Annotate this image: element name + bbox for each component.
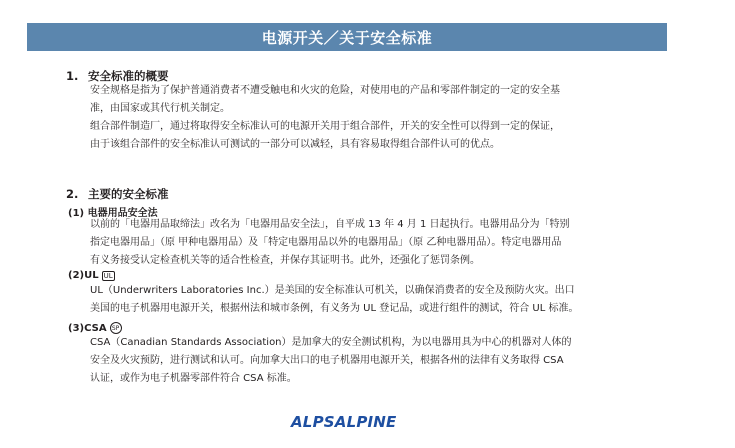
subsection-heading-csa <box>68 322 122 334</box>
section-number: 2. <box>66 187 79 201</box>
subsection-title: (1) 电器用品安全法 <box>68 208 158 219</box>
paragraph-line: 准，由国家或其代行机关制定。 <box>90 103 230 114</box>
section-overview-body <box>90 82 650 154</box>
title-banner <box>27 23 667 51</box>
csa-mark-icon: SP <box>110 322 122 334</box>
subsection-title: (2)UL <box>68 270 99 281</box>
paragraph-line: 以前的「电器用品取缔法」改名为「电器用品安全法」，自平成 13 年 4 月 1 日起执行。电器用品分为「特别 <box>90 219 570 230</box>
section-title: 主要的安全标准 <box>88 187 169 201</box>
paragraph-line: 组合部件制造厂，通过将取得安全标准认可的电源开关用于组合部件，开关的安全性可以得到一定的保证， <box>90 121 560 132</box>
subsection-title: (3)CSA <box>68 322 107 334</box>
paragraph-line: 安全规格是指为了保护普通消费者不遭受触电和火灾的危险，对使用电的产品和零部件制定的一定的安全基 <box>90 85 560 96</box>
section-heading-standards <box>66 186 169 202</box>
paragraph-line: 安全及火灾预防，进行测试和认可。向加拿大出口的电子机器用电源开关，根据各州的法律有义务取得 CSA <box>90 355 564 366</box>
section-title: 安全标准的概要 <box>88 69 169 83</box>
paragraph-line: 美国的电子机器用电源开关，根据州法和城市条例，有义务为 UL 登记品，或进行组件的测试，符合 UL 标准。 <box>90 303 579 314</box>
paragraph-line: CSA（Canadian Standards Association）是加拿大的安全测试机构，为以电器用具为中心的机器对人体的 <box>90 337 572 348</box>
paragraph-line: 有义务接受认定检查机关等的适合性检查，并保存其证明书。此外，还强化了惩罚条例。 <box>90 255 480 266</box>
paragraph-line: 由于该组合部件的安全标准认可测试的一部分可以减轻，具有容易取得组合部件认可的优点。 <box>90 139 500 150</box>
paragraph-line: UL（Underwriters Laboratories Inc.）是美国的安全标准认可机关，以确保消费者的安全及预防火灾。出口 <box>90 285 575 296</box>
subsection-csa-body <box>90 334 650 388</box>
section-number: 1. <box>66 69 79 83</box>
paragraph-line: 指定电器用品」（原 甲种电器用品）及「特定电器用品以外的电器用品」（原 乙种电器用品）。特定电器用品 <box>90 237 562 248</box>
page-title: 电源开关／关于安全标准 <box>261 28 433 47</box>
paragraph-line: 认证，或作为电子机器零部件符合 CSA 标准。 <box>90 373 297 384</box>
ul-mark-icon: UL <box>103 271 113 280</box>
subsection-ul-body <box>90 282 650 318</box>
alpsalpine-logo: ALPSALPINE <box>291 413 397 431</box>
subsection-heading-ul <box>68 270 115 281</box>
subsection-electrical-safety-law-body <box>90 216 650 270</box>
